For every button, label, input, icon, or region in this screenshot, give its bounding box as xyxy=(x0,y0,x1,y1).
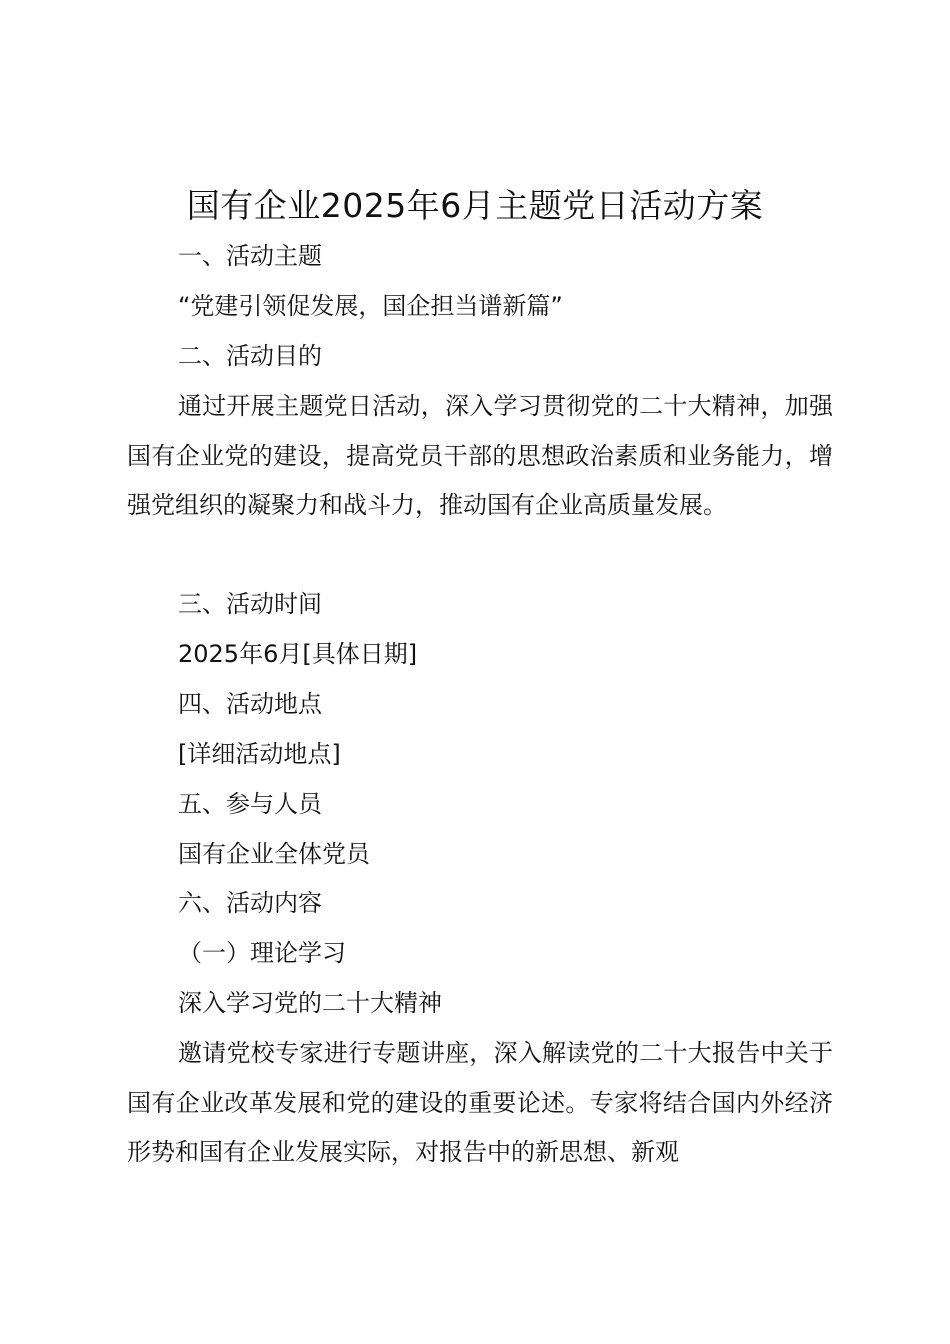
location-text: [详细活动地点] xyxy=(178,740,341,768)
purpose-paragraph: 通过开展主题党日活动，深入学习贯彻党的二十大精神，加强国有企业党的建设，提高党员干部的思想政治素质和业务能力，增强党组织的凝聚力和战斗力，推动国有企业高质量发展。 xyxy=(127,392,833,520)
lecture-paragraph: 邀请党校专家进行专题讲座，深入解读党的二十大报告中关于国有企业改革发展和党的建设的重要论述。专家将结合国内外经济形势和国有企业发展实际，对报告中的新思想、新观 xyxy=(127,1039,833,1167)
subsection-heading-theory-study: （一）理论学习 xyxy=(178,939,346,967)
section-heading-purpose: 二、活动目的 xyxy=(178,342,322,370)
section-heading-participants: 五、参与人员 xyxy=(178,790,322,818)
document-title: 国有企业2025年6月主题党日活动方案 xyxy=(186,186,764,225)
theme-text: “党建引领促发展，国企担当谱新篇” xyxy=(178,292,563,320)
study-item-text: 深入学习党的二十大精神 xyxy=(178,989,442,1017)
time-text: 2025年6月[具体日期] xyxy=(178,640,418,668)
section-heading-location: 四、活动地点 xyxy=(178,690,322,718)
section-heading-theme: 一、活动主题 xyxy=(178,242,322,270)
section-heading-content: 六、活动内容 xyxy=(178,889,322,917)
section-heading-time: 三、活动时间 xyxy=(178,590,322,618)
participants-text: 国有企业全体党员 xyxy=(178,840,370,868)
